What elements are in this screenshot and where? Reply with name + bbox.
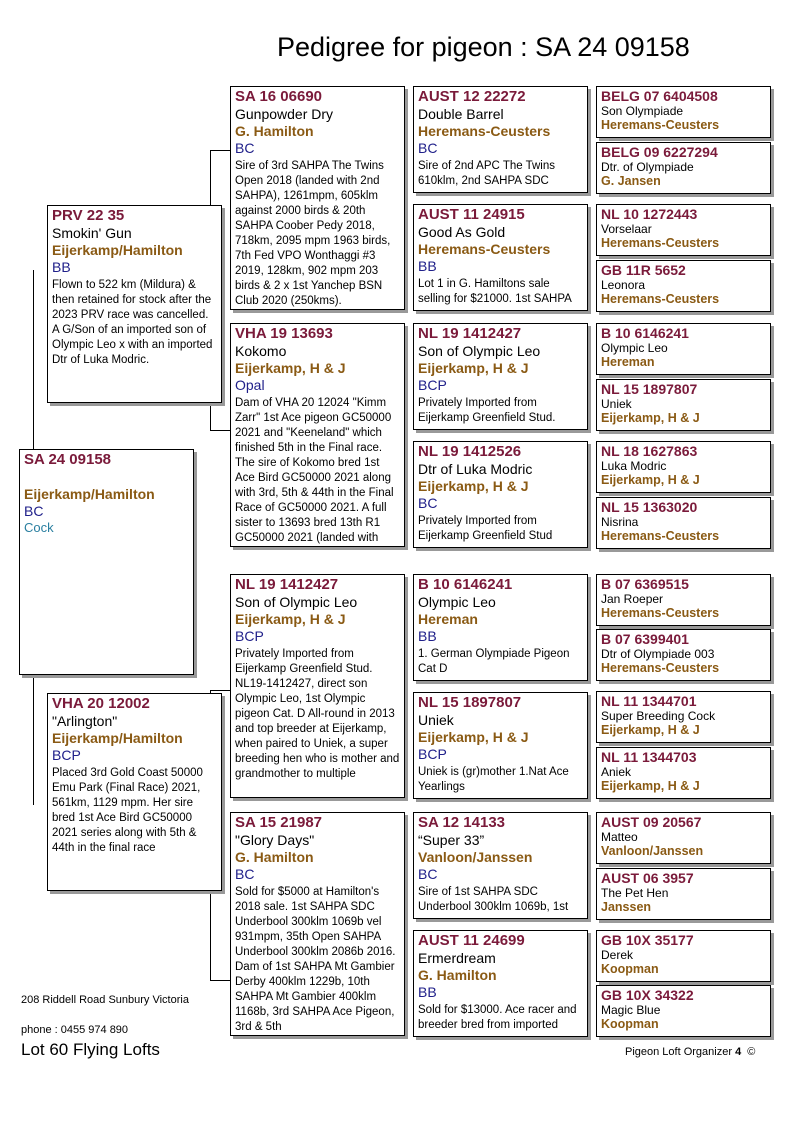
ring-number: B 10 6146241 <box>418 576 513 593</box>
owner: Eijerkamp, H & J <box>601 473 700 487</box>
notes: Sold for $5000 at Hamilton's 2018 sale. 1st SAHPA SDC Underbool 300klm 1069b vel 931mpm, 35th Open SAHPA Underbool 300klm 2086b 2016. Dam of 1st SAHPA Mt Gambier Derby 400klm 1229b, 10th SAHPA Mt Gambier 400klm 1168b, 3rd SAHPA Ace Pigeon, 3rd & 5th <box>235 886 396 1033</box>
owner: Heremans-Ceusters <box>601 236 720 250</box>
owner: Eijerkamp, H & J <box>601 723 700 737</box>
great-grandparent-card <box>413 692 588 799</box>
owner: Heremans-Ceusters <box>601 118 720 132</box>
sex: Cock <box>24 520 54 535</box>
pigeon-name: Matteo <box>601 830 638 844</box>
owner: G. Jansen <box>601 174 661 188</box>
color: BCP <box>52 747 81 763</box>
owner: Eijerkamp, H & J <box>601 779 700 793</box>
color: BB <box>52 259 71 275</box>
ring-number: GB 10X 35177 <box>601 932 694 948</box>
ancestor-card <box>596 747 771 799</box>
owner: Hereman <box>418 611 478 627</box>
pigeon-name: “Super 33” <box>418 832 485 848</box>
ring-number: PRV 22 35 <box>52 207 125 224</box>
ring-number: AUST 11 24915 <box>418 206 525 223</box>
ancestor-card <box>596 629 771 681</box>
pigeon-name: Nisrina <box>601 515 639 529</box>
color: BB <box>418 984 437 1000</box>
color: BC <box>418 495 438 511</box>
notes: Privately Imported from Eijerkamp Greenfield Stud <box>418 515 553 542</box>
pigeon-name: Smokin' Gun <box>52 225 132 241</box>
pigeon-name: "Arlington" <box>52 713 118 729</box>
ring-number: B 10 6146241 <box>601 325 689 341</box>
connector-line <box>210 430 230 431</box>
owner: Eijerkamp, H & J <box>418 729 529 745</box>
notes: Privately Imported from Eijerkamp Greenfield Stud. NL19-1412427, direct son Olympic Leo, 1st Olympic pigeon Cat. D All-round in 2013 and top breeder at Eijerkamp, when paired to Uniek, a super breeding hen who is mother and grandmother to multiple <box>235 648 400 780</box>
ancestor-card <box>596 868 771 920</box>
pigeon-name: Dtr of Olympiade 003 <box>601 647 715 661</box>
color: Opal <box>235 377 265 393</box>
color: BB <box>418 258 437 274</box>
color: BCP <box>418 746 447 762</box>
grandparent-card <box>230 812 405 1036</box>
dam-card <box>47 693 222 891</box>
pigeon-name: Kokomo <box>235 343 287 359</box>
ancestor-card <box>596 441 771 493</box>
notes: Sire of 1st SAHPA SDC Underbool 300klm 1069b, 1st <box>418 886 569 913</box>
color: BC <box>235 140 255 156</box>
ancestor-card <box>596 497 771 549</box>
ring-number: NL 19 1412526 <box>418 443 522 460</box>
connector-line <box>33 675 34 805</box>
pigeon-name: Dtr of Luka Modric <box>418 461 533 477</box>
pigeon-name: Luka Modric <box>601 459 667 473</box>
pigeon-name: "Glory Days" <box>235 832 315 848</box>
ancestor-card <box>596 260 771 312</box>
pigeon-name: Son of Olympic Leo <box>235 594 358 610</box>
ancestor-card <box>596 985 771 1037</box>
notes: Flown to 522 km (Mildura) & then retained for stock after the 2023 PRV race was cancelled. A G/Son of an imported son of Olympic Leo x with an imported Dtr of Luka Modric. <box>52 279 213 366</box>
owner: Eijerkamp/Hamilton <box>52 730 183 746</box>
sire-card <box>47 205 222 403</box>
pigeon-name: Jan Roeper <box>601 592 664 606</box>
address: 208 Riddell Road Sunbury Victoria <box>21 994 189 1006</box>
notes: Placed 3rd Gold Coast 50000 Emu Park (Final Race) 2021, 561km, 1129 mpm. Her sire bred 1st Ace Bird GC50000 2021 series along with 5th & 44th in the final race <box>52 767 203 854</box>
ancestor-card <box>596 812 771 864</box>
color: BC <box>235 866 255 882</box>
pigeon-name: Aniek <box>601 765 632 779</box>
color: BCP <box>418 377 447 393</box>
color: BB <box>418 628 437 644</box>
ring-number: AUST 11 24699 <box>418 932 525 949</box>
pigeon-name: Uniek <box>601 397 632 411</box>
pigeon-name: Uniek <box>418 712 454 728</box>
pigeon-name: Son Olympiade <box>601 104 684 118</box>
pigeon-name: Super Breeding Cock <box>601 709 716 723</box>
connector-line <box>210 980 230 981</box>
owner: Eijerkamp/Hamilton <box>24 486 155 502</box>
copyright-symbol: © <box>747 1046 756 1058</box>
great-grandparent-card <box>413 204 588 311</box>
ring-number: NL 11 1344701 <box>601 693 697 709</box>
phone: phone : 0455 974 890 <box>21 1024 129 1036</box>
owner: Eijerkamp, H & J <box>601 411 700 425</box>
owner: Eijerkamp, H & J <box>235 360 346 376</box>
ring-number: BELG 07 6404508 <box>601 88 718 104</box>
owner: G. Hamilton <box>235 123 314 139</box>
owner: Heremans-Ceusters <box>601 661 720 675</box>
ring-number: AUST 09 20567 <box>601 814 702 830</box>
ancestor-card <box>596 204 771 256</box>
owner: Janssen <box>601 900 652 914</box>
owner: Eijerkamp, H & J <box>418 360 529 376</box>
ancestor-card <box>596 691 771 743</box>
pigeon-name: Derek <box>601 948 634 962</box>
pigeon-name: Magic Blue <box>601 1003 661 1017</box>
ancestor-card <box>596 574 771 626</box>
color: BC <box>418 866 438 882</box>
page-title: Pedigree for pigeon : SA 24 09158 <box>277 32 690 62</box>
ring-number: NL 19 1412427 <box>235 576 339 593</box>
color: BCP <box>235 628 264 644</box>
owner: Heremans-Ceusters <box>418 123 551 139</box>
grandparent-card <box>230 574 405 798</box>
lot-label: Lot 60 Flying Lofts <box>21 1040 160 1059</box>
ring-number: SA 12 14133 <box>418 814 506 831</box>
ring-number: SA 15 21987 <box>235 814 323 831</box>
grandparent-card <box>230 86 405 310</box>
pigeon-name: Dtr. of Olympiade <box>601 160 694 174</box>
pigeon-name: Vorselaar <box>601 222 652 236</box>
pigeon-name: Good As Gold <box>418 224 506 240</box>
owner: G. Hamilton <box>235 849 314 865</box>
ring-number: BELG 09 6227294 <box>601 144 718 160</box>
ring-number: AUST 06 3957 <box>601 870 694 886</box>
pigeon-name: Olympic Leo <box>418 594 496 610</box>
ring-number: GB 10X 34322 <box>601 987 694 1003</box>
ring-number: AUST 12 22272 <box>418 88 526 105</box>
ring-number: SA 24 09158 <box>24 451 112 468</box>
ring-number: NL 11 1344703 <box>601 749 697 765</box>
pigeon-name: Son of Olympic Leo <box>418 343 541 359</box>
notes: Lot 1 in G. Hamiltons sale selling for $21000. 1st SAHPA <box>418 278 572 305</box>
owner: Eijerkamp, H & J <box>418 478 529 494</box>
grandparent-card <box>230 323 405 547</box>
color: BC <box>24 503 44 519</box>
ring-number: SA 16 06690 <box>235 88 323 105</box>
ring-number: VHA 20 12002 <box>52 695 150 712</box>
great-grandparent-card <box>413 323 588 430</box>
ancestor-card <box>596 86 771 138</box>
great-grandparent-card <box>413 86 588 193</box>
notes: Sire of 3rd SAHPA The Twins Open 2018 (landed with 2nd SAHPA), 1261mpm, 605klm against 2000 birds & 20th SAHPA Coober Pedy 2018, 718km, 2095 mpm 1963 birds, 7th Fed VPO Wonthaggi #3 2019, 128km, 902 mpm 203 birds & 2 x 1st Yanchep BSN Club 2020 (250kms). <box>235 160 391 307</box>
owner: G. Hamilton <box>418 967 497 983</box>
great-grandparent-card <box>413 441 588 548</box>
software-version: 4 <box>735 1046 742 1058</box>
notes: Sold for $13000. Ace racer and breeder bred from imported <box>418 1004 577 1031</box>
ring-number: VHA 19 13693 <box>235 325 333 342</box>
notes: 1. German Olympiade Pigeon Cat D <box>418 648 570 675</box>
connector-line <box>33 270 34 450</box>
notes: Privately Imported from Eijerkamp Greenfield Stud. <box>418 397 556 424</box>
owner: Vanloon/Janssen <box>418 849 533 865</box>
owner: Eijerkamp, H & J <box>235 611 346 627</box>
ancestor-card <box>596 142 771 194</box>
pigeon-name: The Pet Hen <box>601 886 669 900</box>
ring-number: B 07 6369515 <box>601 576 689 592</box>
pigeon-name: Ermerdream <box>418 950 496 966</box>
great-grandparent-card <box>413 812 588 919</box>
owner: Koopman <box>601 1017 659 1031</box>
ring-number: NL 15 1897807 <box>418 694 522 711</box>
great-grandparent-card <box>413 574 588 681</box>
notes: Dam of VHA 20 12024 "Kimm Zarr" 1st Ace pigeon GC50000 2021 and "Keeneland" which finished 5th in the Final race. The sire of Kokomo bred 1st Ace Bird GC50000 2021 along with 3rd, 5th & 44th in the Final Race of GC50000 2021. A full sister to 13693 bred 13th R1 GC50000 2021 (landed with <box>235 397 394 544</box>
ancestor-card <box>596 323 771 375</box>
great-grandparent-card <box>413 930 588 1037</box>
owner: Koopman <box>601 962 659 976</box>
software-name: Pigeon Loft Organizer <box>625 1046 733 1058</box>
owner: Eijerkamp/Hamilton <box>52 242 183 258</box>
ring-number: NL 10 1272443 <box>601 206 698 222</box>
software-credit <box>625 1046 755 1058</box>
pigeon-name: Gunpowder Dry <box>235 106 334 122</box>
owner: Heremans-Ceusters <box>601 606 720 620</box>
ancestor-card <box>596 379 771 431</box>
pigeon-name: Leonora <box>601 278 646 292</box>
notes: Uniek is (gr)mother 1.Nat Ace Yearlings <box>418 766 569 793</box>
owner: Heremans-Ceusters <box>601 529 720 543</box>
ring-number: GB 11R 5652 <box>601 262 686 278</box>
pigeon-name: Olympic Leo <box>601 341 668 355</box>
owner: Heremans-Ceusters <box>601 292 720 306</box>
owner: Heremans-Ceusters <box>418 241 551 257</box>
notes: Sire of 2nd APC The Twins 610klm, 2nd SAHPA SDC <box>418 160 556 187</box>
color: BC <box>418 140 438 156</box>
ring-number: B 07 6399401 <box>601 631 689 647</box>
pigeon-name: Double Barrel <box>418 106 504 122</box>
ring-number: NL 18 1627863 <box>601 443 698 459</box>
owner: Hereman <box>601 355 655 369</box>
ring-number: NL 19 1412427 <box>418 325 522 342</box>
ring-number: NL 15 1363020 <box>601 499 698 515</box>
owner: Vanloon/Janssen <box>601 844 704 858</box>
connector-line <box>210 690 230 691</box>
subject-card <box>19 449 194 675</box>
ring-number: NL 15 1897807 <box>601 381 698 397</box>
ancestor-card <box>596 930 771 982</box>
connector-line <box>210 150 230 151</box>
